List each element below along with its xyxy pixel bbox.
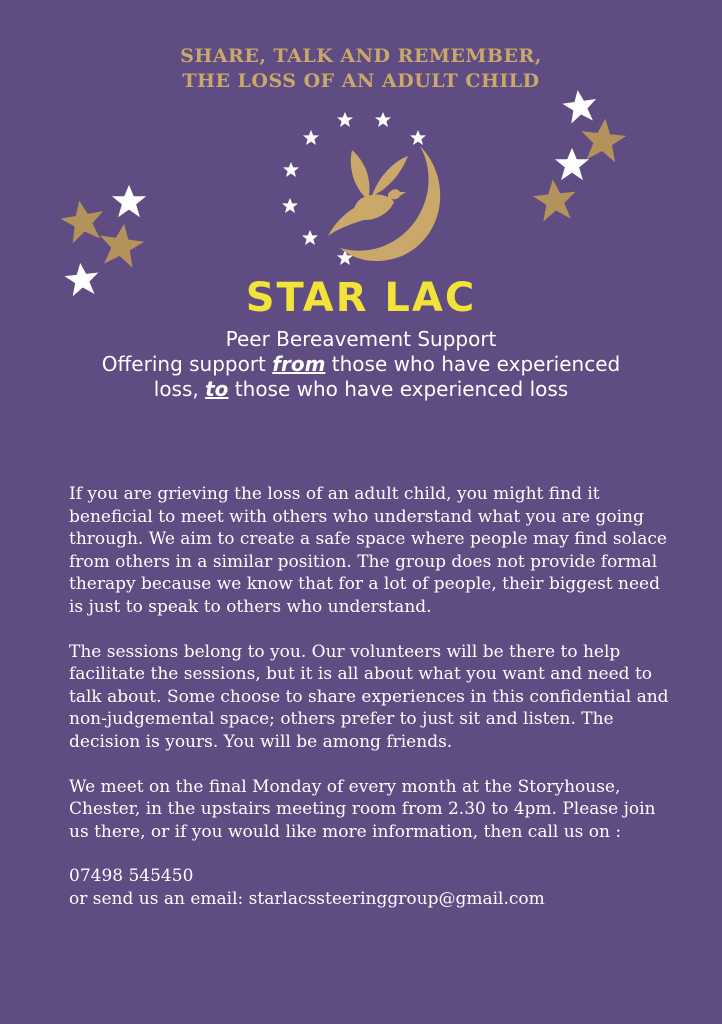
- intro: [100, 327, 622, 402]
- contact-phone[interactable]: 07498 545450: [69, 866, 194, 887]
- intro-offer-post: those who have experienced loss: [228, 377, 569, 401]
- star-icon: [58, 197, 108, 245]
- tagline-line-1: SHARE, TALK AND REMEMBER,: [180, 45, 542, 67]
- paragraph-meeting: We meet on the final Monday of every month at the Storyhouse, Chester, in the upstairs meeting room from 2.30 to 4pm. Please join us there, or if you would like more information, then call us on :: [69, 776, 656, 842]
- star-icon: [96, 221, 146, 269]
- paragraph-sessions: The sessions belong to you. Our volunteers will be there to help facilitate the sessions, but it is all about what you want and need to talk about. Some choose to share experiences in this confidential and non-judgemental space; others prefer to just sit and listen. The decision is yours. You will be among friends.: [69, 641, 669, 752]
- intro-offer-mid: those who have experienced loss,: [153, 352, 621, 401]
- intro-from: from: [272, 352, 326, 376]
- paragraph-grieving: If you are grieving the loss of an adult child, you might find it beneficial to meet with others who understand what you are going through. We aim to create a safe space where people may find solace from others in a similar position. The group does not provide formal therapy because we know that for a lot of people, their biggest need is just to speak to others who understand.: [69, 484, 667, 617]
- stars-right-cluster: [525, 85, 635, 235]
- intro-offer-pre: Offering support: [101, 352, 273, 376]
- intro-to: to: [205, 377, 229, 401]
- dove-in-crescent-icon: [270, 108, 455, 273]
- intro-line-1: Peer Bereavement Support: [225, 327, 497, 351]
- contact: [69, 865, 679, 910]
- star-icon: [561, 88, 599, 125]
- star-icon: [579, 116, 628, 163]
- intro-offer: [100, 352, 622, 402]
- star-icon: [531, 177, 578, 222]
- star-icon: [555, 148, 589, 180]
- brand-title: STAR LAC: [245, 275, 477, 321]
- contact-email[interactable]: or send us an email: starlacssteeringgroup@gmail.com: [69, 888, 545, 909]
- tagline-line-2: THE LOSS OF AN ADULT CHILD: [182, 70, 540, 92]
- body-text: [69, 483, 679, 911]
- dove-icon: [328, 150, 408, 236]
- star-icon: [112, 185, 146, 217]
